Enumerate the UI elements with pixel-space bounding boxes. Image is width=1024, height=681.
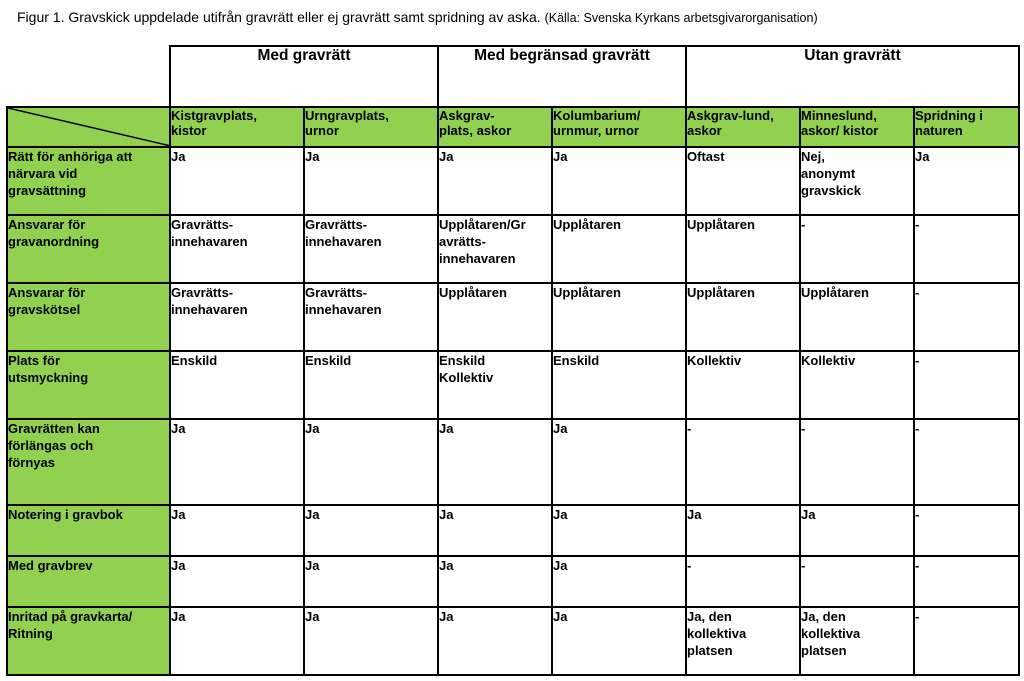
table-cell bbox=[304, 607, 438, 675]
cell-line: Upplåtaren bbox=[687, 217, 755, 232]
cell-line: - bbox=[915, 558, 920, 573]
cell-line: gravanordning bbox=[8, 234, 100, 249]
row-header bbox=[7, 215, 170, 283]
cell-line: Ja bbox=[553, 507, 568, 522]
row-header bbox=[7, 147, 170, 215]
cell-line: Oftast bbox=[687, 149, 725, 164]
column-header bbox=[800, 107, 914, 147]
cell-line: innehavaren bbox=[305, 234, 382, 249]
table-cell bbox=[438, 215, 552, 283]
table-cell bbox=[686, 419, 800, 505]
table-row bbox=[7, 556, 1019, 607]
cell-line: Gravrätts- bbox=[171, 217, 234, 232]
table-cell bbox=[170, 215, 304, 283]
table-cell bbox=[438, 147, 552, 215]
cell-line: Ritning bbox=[8, 626, 53, 641]
table-cell bbox=[438, 556, 552, 607]
table-cell bbox=[438, 607, 552, 675]
cell-line: - bbox=[915, 609, 920, 624]
table-cell bbox=[438, 419, 552, 505]
column-header bbox=[914, 107, 1019, 147]
table-cell bbox=[438, 283, 552, 351]
cell-line: askor/ kistor bbox=[801, 123, 879, 138]
cell-line: Ja, den bbox=[801, 609, 846, 624]
cell-line: gravsättning bbox=[8, 183, 87, 198]
table-row bbox=[7, 607, 1019, 675]
cell-line: Ja bbox=[305, 149, 320, 164]
table-cell bbox=[170, 607, 304, 675]
cell-line: Notering i gravbok bbox=[8, 507, 123, 522]
cell-line: Ja, den bbox=[687, 609, 732, 624]
table-cell bbox=[304, 215, 438, 283]
cell-line: Urngravplats, bbox=[305, 108, 389, 123]
cell-line: - bbox=[801, 421, 806, 436]
cell-line: Upplåtaren bbox=[553, 285, 621, 300]
table-cell bbox=[170, 147, 304, 215]
cell-line: Ja bbox=[171, 421, 186, 436]
cell-line: - bbox=[915, 507, 920, 522]
table-cell bbox=[170, 351, 304, 419]
cell-line: Spridning i bbox=[915, 108, 983, 123]
burial-types-table bbox=[6, 45, 1020, 676]
cell-line: Askgrav-lund, bbox=[687, 108, 774, 123]
column-header bbox=[686, 107, 800, 147]
cell-line: urnmur, urnor bbox=[553, 123, 639, 138]
cell-line: Gravrätten kan bbox=[8, 421, 100, 436]
cell-line: Kollektiv bbox=[439, 370, 494, 385]
column-header bbox=[304, 107, 438, 147]
cell-line: förlängas och bbox=[8, 438, 94, 453]
table-cell bbox=[552, 351, 686, 419]
diagonal-line bbox=[8, 108, 171, 146]
column-header bbox=[552, 107, 686, 147]
cell-line: Ja bbox=[553, 609, 568, 624]
cell-line: Ja bbox=[171, 609, 186, 624]
cell-line: Ja bbox=[171, 149, 186, 164]
cell-line: kistor bbox=[171, 123, 207, 138]
cell-line: Upplåtaren bbox=[439, 285, 507, 300]
cell-line: Ja bbox=[439, 507, 454, 522]
cell-line: - bbox=[801, 558, 806, 573]
cell-line: Ja bbox=[915, 149, 930, 164]
cell-line: Inritad på gravkarta/ bbox=[8, 609, 133, 624]
table-cell bbox=[800, 556, 914, 607]
table-cell bbox=[686, 147, 800, 215]
table-cell bbox=[170, 283, 304, 351]
table-cell bbox=[914, 351, 1019, 419]
caption-source: (Källa: Svenska Kyrkans arbetsgivarorganisation) bbox=[544, 11, 818, 25]
table-cell bbox=[686, 505, 800, 556]
cell-line: Gravrätts- bbox=[305, 217, 368, 232]
cell-line: innehavaren bbox=[171, 302, 248, 317]
cell-line: innehavaren bbox=[439, 251, 516, 266]
group-header-with-right: Med gravrätt bbox=[170, 46, 438, 107]
figure-caption bbox=[17, 9, 818, 25]
row-header bbox=[7, 505, 170, 556]
empty-corner bbox=[7, 46, 170, 107]
cell-line: Ja bbox=[553, 149, 568, 164]
cell-line: Kollektiv bbox=[801, 353, 856, 368]
cell-line: - bbox=[687, 421, 692, 436]
table-cell bbox=[686, 283, 800, 351]
row-header bbox=[7, 283, 170, 351]
group-header-without-right: Utan gravrätt bbox=[686, 46, 1019, 107]
table-cell bbox=[800, 215, 914, 283]
table-cell bbox=[170, 556, 304, 607]
table-cell bbox=[304, 351, 438, 419]
table-cell bbox=[914, 283, 1019, 351]
cell-line: Ja bbox=[687, 507, 702, 522]
cell-line: Upplåtaren bbox=[553, 217, 621, 232]
cell-line: plats, askor bbox=[439, 123, 512, 138]
table-cell bbox=[304, 283, 438, 351]
cell-line: Ja bbox=[305, 558, 320, 573]
table-cell bbox=[686, 607, 800, 675]
cell-line: Rätt för anhöriga att bbox=[8, 149, 133, 164]
cell-line: avrätts- bbox=[439, 234, 486, 249]
table-row bbox=[7, 419, 1019, 505]
cell-line: platsen bbox=[801, 643, 847, 658]
cell-line: Kolumbarium/ bbox=[553, 108, 641, 123]
column-header bbox=[438, 107, 552, 147]
cell-line: urnor bbox=[305, 123, 339, 138]
table-cell bbox=[800, 351, 914, 419]
table-cell bbox=[304, 505, 438, 556]
table-cell bbox=[914, 215, 1019, 283]
cell-line: Ja bbox=[439, 149, 454, 164]
table-row bbox=[7, 505, 1019, 556]
table-cell bbox=[686, 215, 800, 283]
cell-line: anonymt bbox=[801, 166, 856, 181]
cell-line: Nej, bbox=[801, 149, 825, 164]
cell-line: - bbox=[915, 421, 920, 436]
cell-line: - bbox=[915, 353, 920, 368]
cell-line: naturen bbox=[915, 123, 963, 138]
cell-line: - bbox=[915, 285, 920, 300]
cell-line: Kistgravplats, bbox=[171, 108, 257, 123]
cell-line: Ja bbox=[171, 558, 186, 573]
table-cell bbox=[304, 556, 438, 607]
cell-line: Upplåtaren/Gr bbox=[439, 217, 526, 232]
cell-line: platsen bbox=[687, 643, 733, 658]
cell-line: Ja bbox=[439, 558, 454, 573]
cell-line: Med gravbrev bbox=[8, 558, 93, 573]
row-header bbox=[7, 419, 170, 505]
row-header bbox=[7, 556, 170, 607]
table-cell bbox=[914, 556, 1019, 607]
cell-line: - bbox=[687, 558, 692, 573]
cell-line: askor bbox=[687, 123, 722, 138]
cell-line: Ja bbox=[439, 421, 454, 436]
cell-line: Upplåtaren bbox=[687, 285, 755, 300]
table-cell bbox=[800, 505, 914, 556]
cell-line: Ja bbox=[439, 609, 454, 624]
table-cell bbox=[552, 419, 686, 505]
table-cell bbox=[914, 607, 1019, 675]
row-header bbox=[7, 351, 170, 419]
table-cell bbox=[552, 147, 686, 215]
cell-line: kollektiva bbox=[801, 626, 861, 641]
cell-line: Ansvarar för bbox=[8, 285, 86, 300]
cell-line: Kollektiv bbox=[687, 353, 742, 368]
column-header-row bbox=[7, 107, 1019, 147]
group-header-row bbox=[7, 46, 1019, 107]
cell-line: utsmyckning bbox=[8, 370, 89, 385]
cell-line: Ja bbox=[305, 421, 320, 436]
table-row bbox=[7, 351, 1019, 419]
table-cell bbox=[914, 419, 1019, 505]
cell-line: gravskötsel bbox=[8, 302, 81, 317]
table-cell bbox=[686, 351, 800, 419]
table-cell bbox=[914, 147, 1019, 215]
table-cell bbox=[800, 147, 914, 215]
table-row bbox=[7, 283, 1019, 351]
cell-line: innehavaren bbox=[171, 234, 248, 249]
cell-line: Gravrätts- bbox=[305, 285, 368, 300]
table-row bbox=[7, 147, 1019, 215]
cell-line: Ansvarar för bbox=[8, 217, 86, 232]
table-cell bbox=[552, 283, 686, 351]
cell-line: Ja bbox=[553, 558, 568, 573]
table-cell bbox=[914, 505, 1019, 556]
cell-line: Enskild bbox=[305, 353, 352, 368]
table-cell bbox=[686, 556, 800, 607]
cell-line: kollektiva bbox=[687, 626, 747, 641]
caption-text: Figur 1. Gravskick uppdelade utifrån gravrätt eller ej gravrätt samt spridning av aska. bbox=[17, 9, 541, 25]
table-cell bbox=[552, 215, 686, 283]
table-cell bbox=[800, 607, 914, 675]
cell-line: Plats för bbox=[8, 353, 61, 368]
cell-line: Ja bbox=[305, 507, 320, 522]
cell-line: förnyas bbox=[8, 455, 55, 470]
cell-line: Upplåtaren bbox=[801, 285, 869, 300]
group-header-limited-right: Med begränsad gravrätt bbox=[438, 46, 686, 107]
cell-line: innehavaren bbox=[305, 302, 382, 317]
table-cell bbox=[438, 351, 552, 419]
table-cell bbox=[800, 419, 914, 505]
cell-line: Ja bbox=[553, 421, 568, 436]
cell-line: gravskick bbox=[801, 183, 861, 198]
table-cell bbox=[438, 505, 552, 556]
table-cell bbox=[800, 283, 914, 351]
cell-line: Ja bbox=[305, 609, 320, 624]
row-header bbox=[7, 607, 170, 675]
cell-line: Enskild bbox=[553, 353, 600, 368]
cell-line: Enskild bbox=[439, 353, 486, 368]
cell-line: - bbox=[915, 217, 920, 232]
table-cell bbox=[304, 147, 438, 215]
column-header bbox=[170, 107, 304, 147]
table-cell bbox=[170, 419, 304, 505]
cell-line: Gravrätts- bbox=[171, 285, 234, 300]
cell-line: Enskild bbox=[171, 353, 218, 368]
cell-line: Ja bbox=[801, 507, 816, 522]
table-cell bbox=[552, 556, 686, 607]
table-row bbox=[7, 215, 1019, 283]
table-cell bbox=[552, 607, 686, 675]
cell-line: Askgrav- bbox=[439, 108, 495, 123]
cell-line: - bbox=[801, 217, 806, 232]
diagonal-corner-cell bbox=[7, 107, 170, 147]
cell-line: närvara vid bbox=[8, 166, 78, 181]
cell-line: Minneslund, bbox=[801, 108, 877, 123]
cell-line: Ja bbox=[171, 507, 186, 522]
table-cell bbox=[170, 505, 304, 556]
table-cell bbox=[552, 505, 686, 556]
table-cell bbox=[304, 419, 438, 505]
